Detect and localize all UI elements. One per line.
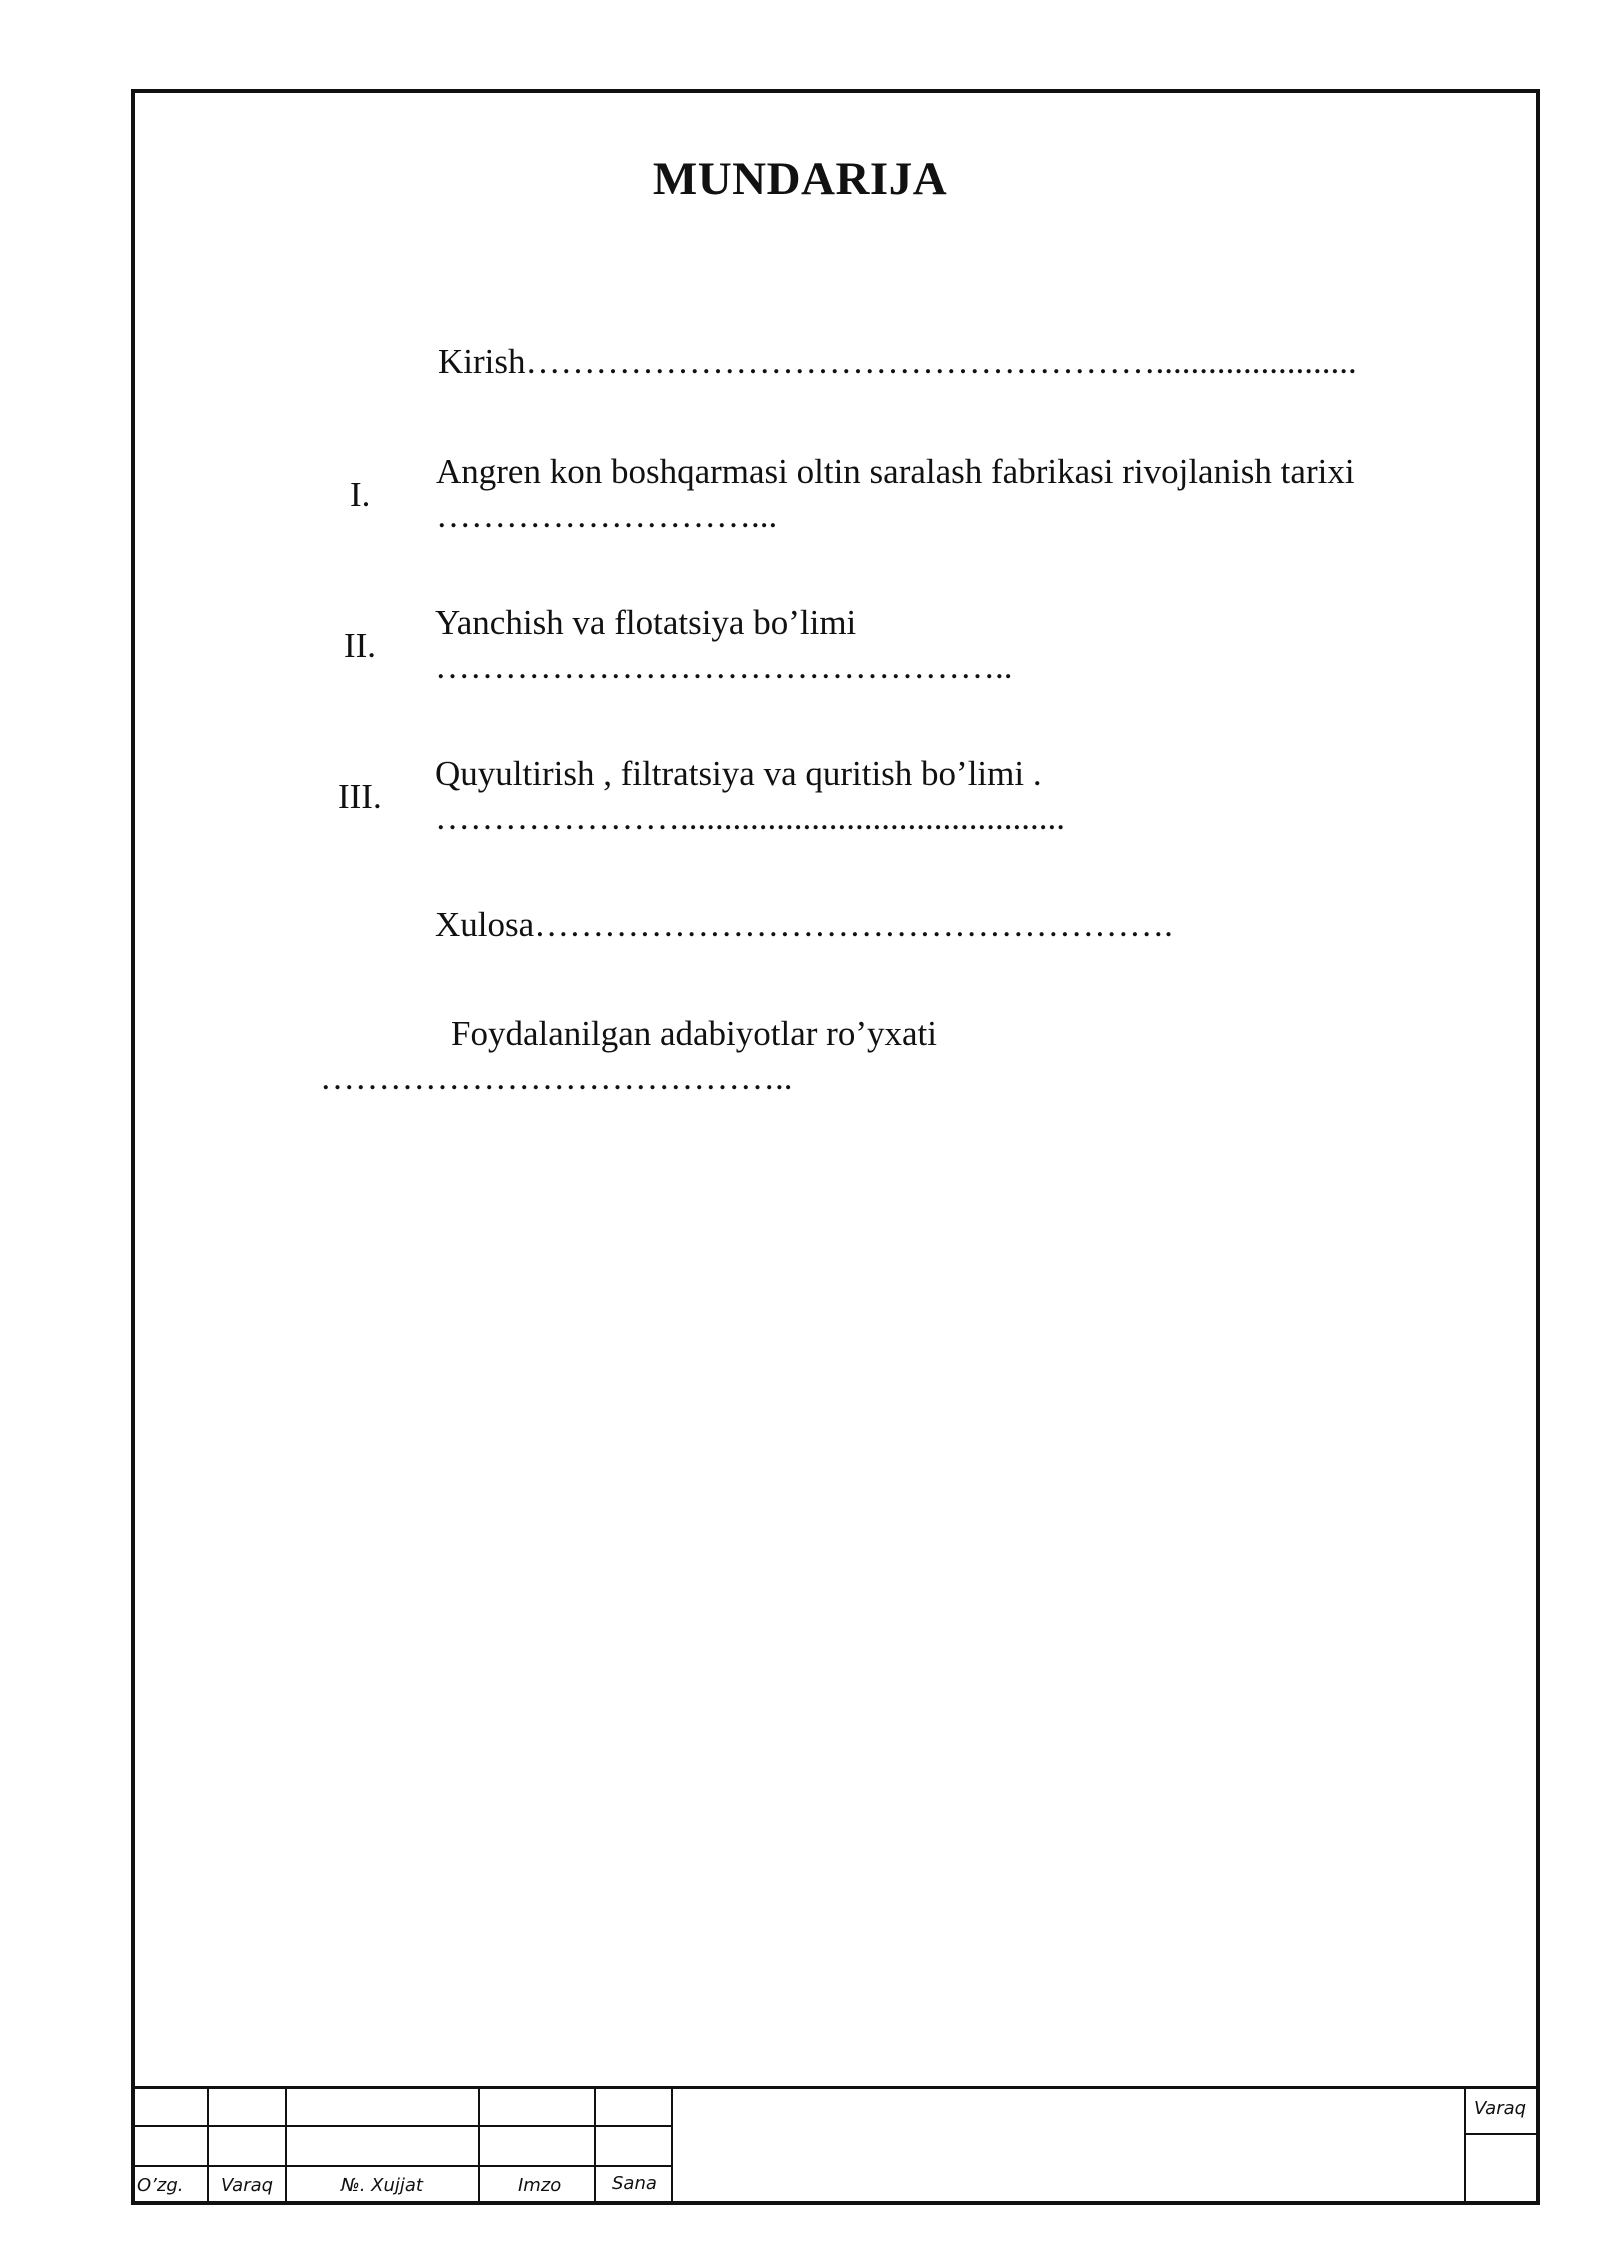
title-block-divider	[594, 2089, 596, 2205]
toc-numeral-2: II.	[344, 626, 377, 665]
title-block-label-hujjat: №. Xujjat	[341, 2175, 423, 2196]
toc-item-references-title: Foydalanilgan adabiyotlar ro’yxati	[451, 1014, 937, 1053]
title-block-label-sana: Sana	[612, 2173, 657, 2194]
toc-item-xulosa: Xulosa……………………………………………….	[435, 905, 1173, 944]
title-block-label-sheet: Varaq	[1474, 2098, 1527, 2119]
toc-item-references-leader: …………………………………..	[320, 1058, 793, 1097]
toc-item-3-title: Quyultirish , filtratsiya va quritish bo’limi .	[435, 754, 1042, 793]
toc-item-1-leader: ………………………...	[436, 496, 778, 535]
title-block-row-line	[131, 2125, 671, 2127]
title-block-row-line	[131, 2165, 671, 2167]
page-frame	[131, 89, 1540, 2205]
toc-item-2-title: Yanchish va flotatsiya bo’limi	[435, 603, 857, 642]
toc-numeral-3: III.	[338, 777, 382, 816]
title-block	[131, 2086, 1540, 2205]
title-block-divider	[478, 2089, 480, 2205]
title-block-divider	[285, 2089, 287, 2205]
toc-item-1-title: Angren kon boshqarmasi oltin saralash fabrikasi rivojlanish tarixi	[436, 452, 1355, 491]
title-block-label-imzo: Imzo	[518, 2175, 562, 2196]
toc-numeral-1: I.	[350, 475, 371, 514]
title-block-divider	[1464, 2089, 1466, 2205]
title-block-row-line	[1464, 2133, 1540, 2135]
page-title: MUNDARIJA	[652, 153, 948, 205]
toc-item-3-leader: …………………............................................	[435, 798, 1065, 837]
title-block-label-ozg: O’zg.	[137, 2175, 184, 2196]
toc-item-2-leader: …………………………………………..	[435, 647, 1013, 686]
toc-item-kirish: Kirish……………………………………………….......................	[438, 342, 1357, 381]
title-block-divider	[207, 2089, 209, 2205]
title-block-label-varaq: Varaq	[221, 2175, 274, 2196]
title-block-divider	[671, 2089, 673, 2205]
